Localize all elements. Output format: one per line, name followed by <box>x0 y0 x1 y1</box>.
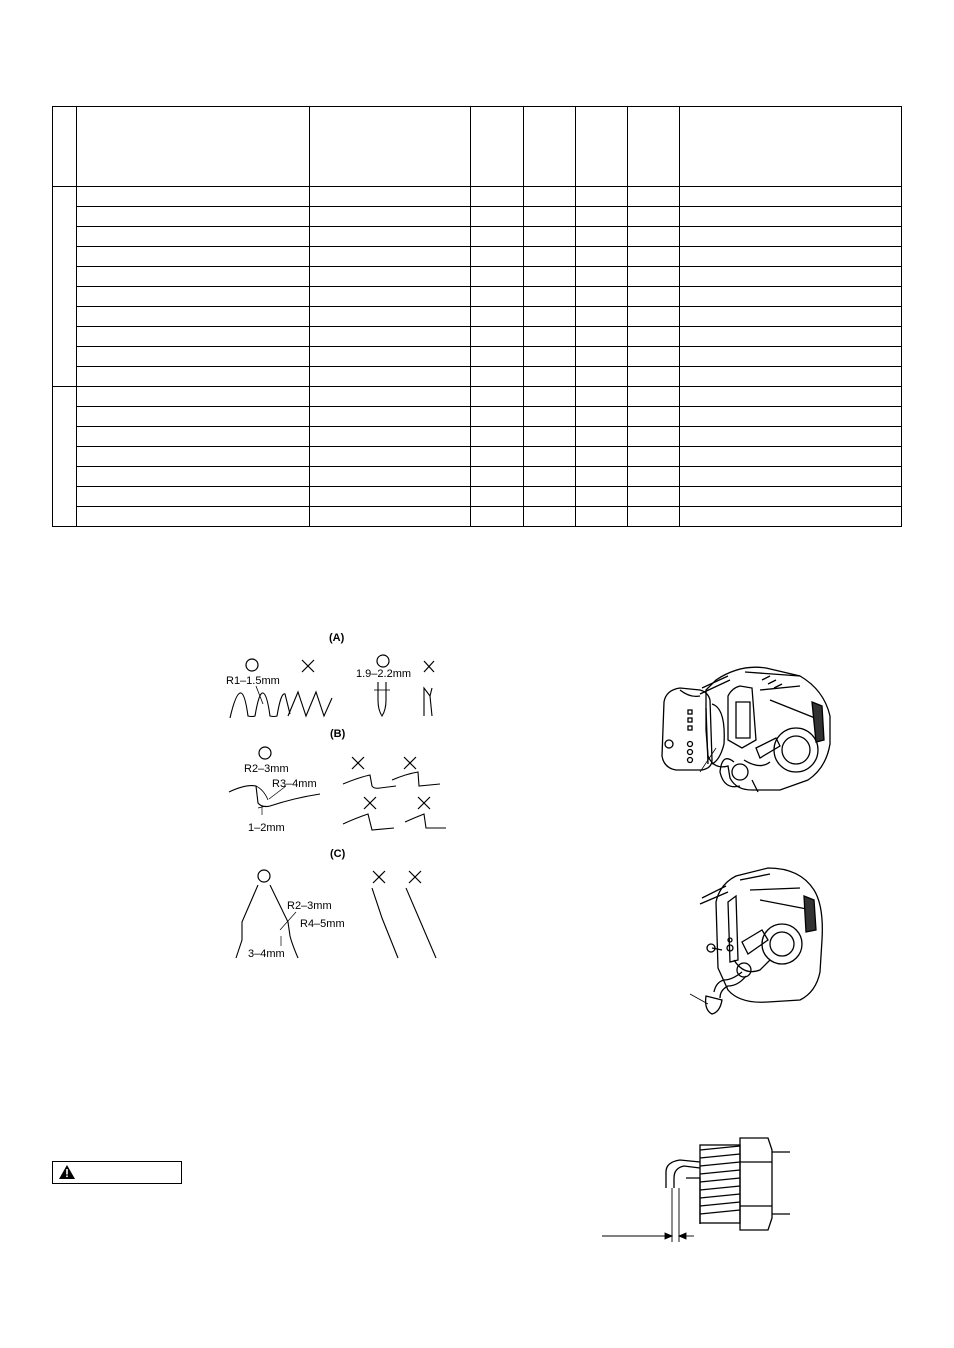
label-r-small-c: R2–3mm <box>287 900 332 912</box>
circle-ok-icon <box>246 659 258 671</box>
engine-fuel-filter-illustration <box>700 868 822 1002</box>
label-tooth-radius: R1–1.5mm <box>226 675 280 687</box>
label-tooth-width: 1.9–2.2mm <box>356 668 412 680</box>
air-cleaner-cover <box>662 688 724 770</box>
circle-ok-icon <box>258 870 270 882</box>
fuel-hose-and-filter <box>706 972 746 1014</box>
warning-box <box>52 1161 182 1184</box>
diagram-b-title: (B) <box>330 728 346 740</box>
cross-ng-icon <box>424 661 434 672</box>
electrode-gap-indicator <box>602 1188 694 1242</box>
label-depth-c: 3–4mm <box>248 948 285 960</box>
label-r-small-b: R2–3mm <box>244 763 289 775</box>
circle-ok-icon <box>377 655 389 667</box>
warning-triangle-icon <box>59 1165 75 1179</box>
engine-air-cleaner-illustration <box>700 667 830 792</box>
cross-ng-icon <box>373 871 421 883</box>
cross-ng-icon <box>302 660 314 672</box>
label-r-large-b: R3–4mm <box>272 778 317 790</box>
diagram-c-title: (C) <box>330 848 346 860</box>
label-r-large-c: R4–5mm <box>300 918 345 930</box>
diagram-a-title: (A) <box>329 632 345 644</box>
spark-plug-illustration <box>666 1138 790 1230</box>
circle-ok-icon <box>259 747 271 759</box>
pointed-tooth-profile <box>424 688 432 716</box>
tooth-width-profile <box>378 682 386 716</box>
sharp-teeth-profile <box>288 692 332 716</box>
label-depth-b: 1–2mm <box>248 822 285 834</box>
